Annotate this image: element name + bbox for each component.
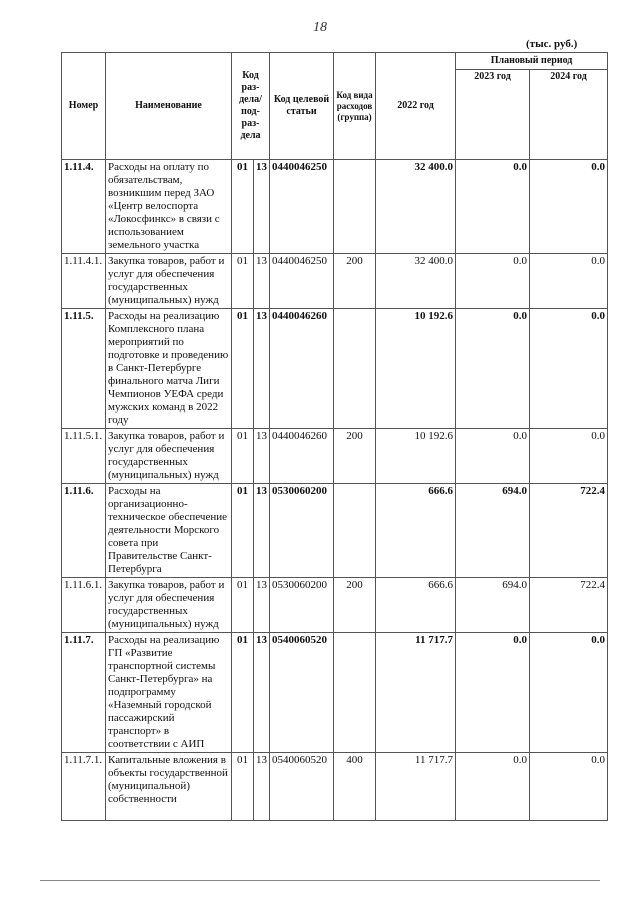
page-number: 18 — [313, 20, 327, 35]
row-target-code: 0530060200 — [270, 484, 334, 578]
header-plan-period: Плановый период — [456, 53, 608, 70]
row-number: 1.11.4. — [62, 160, 106, 254]
row-value-2022: 666.6 — [376, 484, 456, 578]
table-row — [62, 309, 608, 429]
row-section: 01 — [232, 578, 254, 633]
row-number: 1.11.7.1. — [62, 753, 106, 821]
row-section: 01 — [232, 309, 254, 429]
row-value-2024: 0.0 — [530, 254, 608, 309]
header-expense-type: Код вида расходов (группа) — [334, 53, 376, 160]
row-name: Закупка товаров, работ и услуг для обеспечения государственных (муниципальных) нужд — [106, 254, 232, 309]
row-section: 01 — [232, 160, 254, 254]
header-2023: 2023 год — [456, 70, 530, 160]
table-row — [62, 753, 608, 821]
row-subsection: 13 — [254, 753, 270, 821]
table-row — [62, 633, 608, 753]
bottom-divider — [40, 880, 600, 881]
header-2024: 2024 год — [530, 70, 608, 160]
row-number: 1.11.4.1. — [62, 254, 106, 309]
row-value-2022: 11 717.7 — [376, 633, 456, 753]
header-name: Наименование — [106, 53, 232, 160]
row-subsection: 13 — [254, 633, 270, 753]
row-name: Закупка товаров, работ и услуг для обеспечения государственных (муниципальных) нужд — [106, 578, 232, 633]
table-row — [62, 254, 608, 309]
row-subsection: 13 — [254, 254, 270, 309]
row-expense-type: 200 — [334, 429, 376, 484]
row-value-2024: 0.0 — [530, 309, 608, 429]
row-section: 01 — [232, 254, 254, 309]
row-value-2023: 0.0 — [456, 309, 530, 429]
header-target-code: Код целевой статьи — [270, 53, 334, 160]
units-label: (тыс. руб.) — [526, 38, 578, 50]
row-section: 01 — [232, 484, 254, 578]
row-value-2022: 10 192.6 — [376, 429, 456, 484]
row-subsection: 13 — [254, 578, 270, 633]
row-target-code: 0530060200 — [270, 578, 334, 633]
row-value-2024: 0.0 — [530, 633, 608, 753]
row-value-2023: 0.0 — [456, 633, 530, 753]
row-value-2024: 0.0 — [530, 160, 608, 254]
row-value-2024: 0.0 — [530, 753, 608, 821]
row-section: 01 — [232, 753, 254, 821]
row-section: 01 — [232, 633, 254, 753]
row-value-2024: 722.4 — [530, 578, 608, 633]
row-value-2022: 32 400.0 — [376, 254, 456, 309]
header-2022: 2022 год — [376, 53, 456, 160]
row-name: Расходы на реализацию ГП «Развитие транспортной системы Санкт-Петербурга» на подпрограмму «Наземный городской пассажирский транспорт» в соответствии с АИП — [106, 633, 232, 753]
row-target-code: 0440046250 — [270, 254, 334, 309]
row-expense-type — [334, 484, 376, 578]
budget-table — [61, 52, 608, 821]
row-name: Расходы на реализацию Комплексного плана мероприятий по подготовке и проведению в Санкт-Петербурге финального матча Лиги Чемпионов УЕФА среди мужских команд в 2022 году — [106, 309, 232, 429]
header-number: Номер — [62, 53, 106, 160]
row-value-2023: 694.0 — [456, 578, 530, 633]
row-expense-type: 400 — [334, 753, 376, 821]
table-body — [62, 160, 608, 821]
row-name: Расходы на организационно-техническое обеспечение деятельности Морского совета при Правительстве Санкт-Петербурга — [106, 484, 232, 578]
row-subsection: 13 — [254, 309, 270, 429]
row-subsection: 13 — [254, 484, 270, 578]
row-expense-type: 200 — [334, 254, 376, 309]
row-value-2022: 10 192.6 — [376, 309, 456, 429]
row-target-code: 0440046260 — [270, 429, 334, 484]
table-row — [62, 578, 608, 633]
row-section: 01 — [232, 429, 254, 484]
row-target-code: 0440046260 — [270, 309, 334, 429]
row-subsection: 13 — [254, 160, 270, 254]
row-number: 1.11.5. — [62, 309, 106, 429]
row-expense-type — [334, 633, 376, 753]
row-expense-type — [334, 160, 376, 254]
row-target-code: 0540060520 — [270, 633, 334, 753]
row-number: 1.11.6.1. — [62, 578, 106, 633]
row-subsection: 13 — [254, 429, 270, 484]
row-number: 1.11.7. — [62, 633, 106, 753]
row-value-2022: 11 717.7 — [376, 753, 456, 821]
row-value-2024: 722.4 — [530, 484, 608, 578]
row-value-2022: 32 400.0 — [376, 160, 456, 254]
row-number: 1.11.5.1. — [62, 429, 106, 484]
row-value-2023: 0.0 — [456, 429, 530, 484]
row-value-2023: 694.0 — [456, 484, 530, 578]
row-target-code: 0440046250 — [270, 160, 334, 254]
row-name: Закупка товаров, работ и услуг для обеспечения государственных (муниципальных) нужд — [106, 429, 232, 484]
row-number: 1.11.6. — [62, 484, 106, 578]
header-section-code: Код раз-дела/ под-раз-дела — [232, 53, 270, 160]
row-expense-type: 200 — [334, 578, 376, 633]
row-value-2023: 0.0 — [456, 254, 530, 309]
row-name: Капитальные вложения в объекты государственной (муниципальной) собственности — [106, 753, 232, 821]
table-row — [62, 429, 608, 484]
row-value-2023: 0.0 — [456, 160, 530, 254]
table-row — [62, 160, 608, 254]
row-name: Расходы на оплату по обязательствам, возникшим перед ЗАО «Центр велоспорта «Локосфинкс» в связи с использованием земельного участка — [106, 160, 232, 254]
header-row-1 — [62, 53, 608, 70]
row-value-2022: 666.6 — [376, 578, 456, 633]
row-expense-type — [334, 309, 376, 429]
table-row — [62, 484, 608, 578]
row-value-2023: 0.0 — [456, 753, 530, 821]
row-target-code: 0540060520 — [270, 753, 334, 821]
row-value-2024: 0.0 — [530, 429, 608, 484]
